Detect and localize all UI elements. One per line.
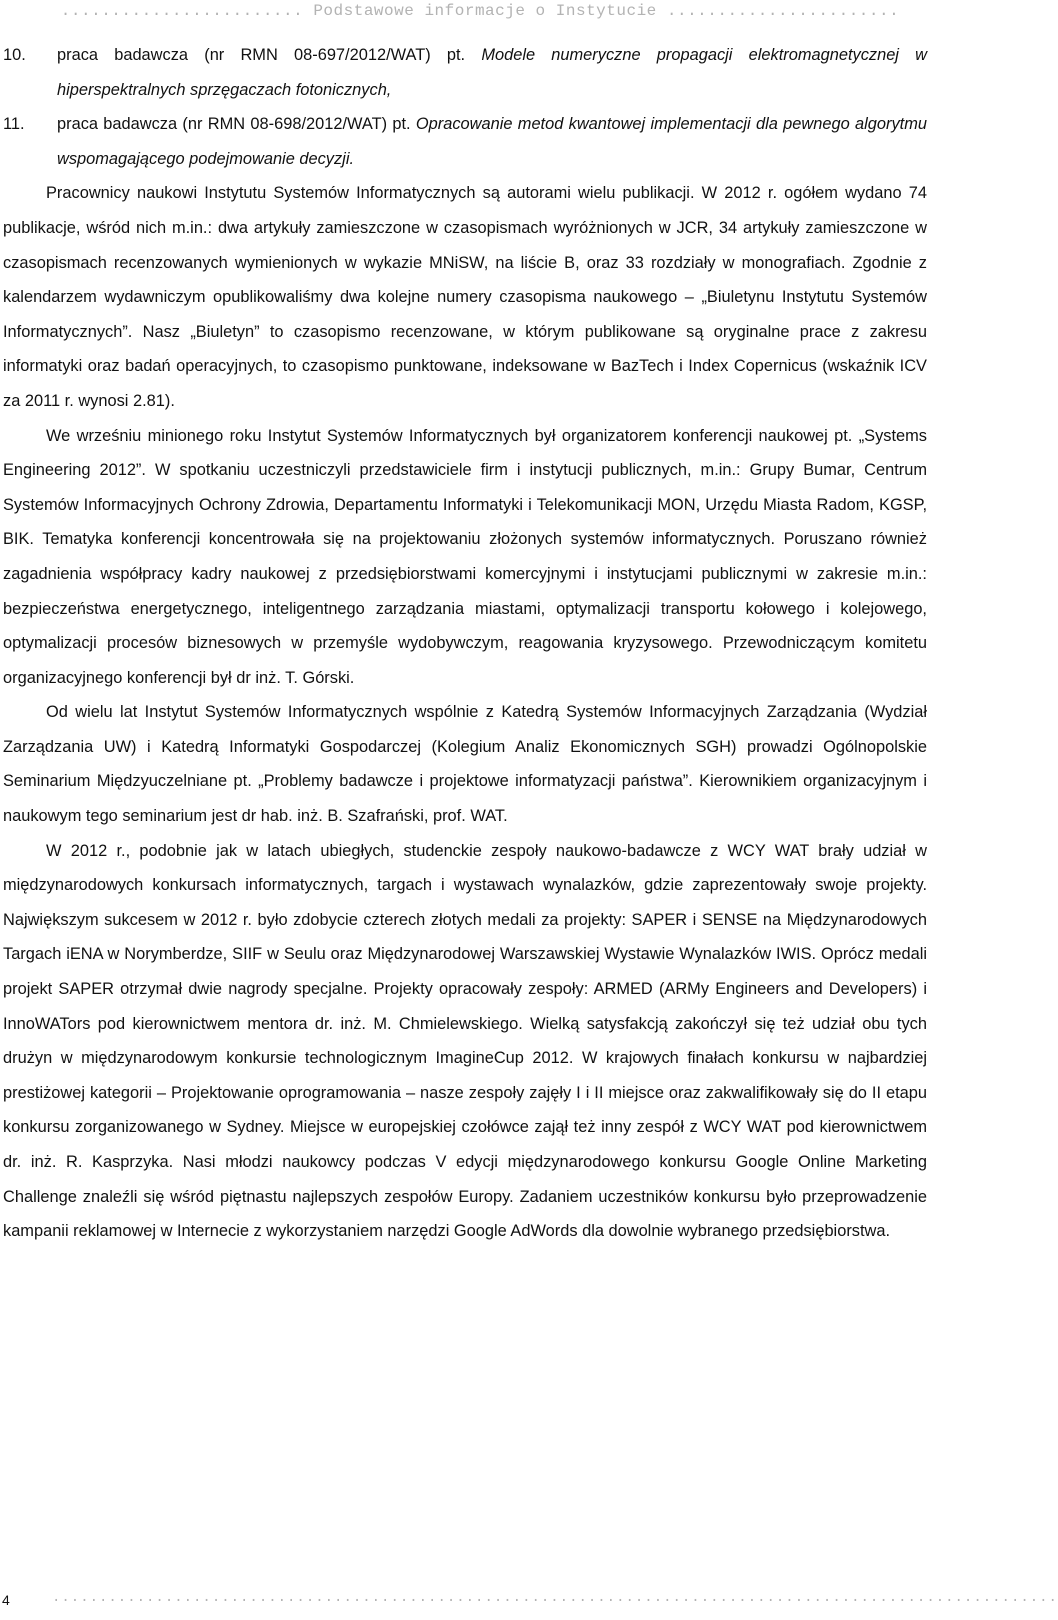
paragraph-publications: Pracownicy naukowi Instytutu Systemów Informatycznych są autorami wielu publikacji. W 2012 r. ogółem wydano 74 publikacje, wśród nich m.in.: dwa artykuły zamieszczone w czasopismach wyróżnionych w JCR, 34 artykuły zamieszczone w czasopismach recenzowanych wymienionych w wykazie MNiSW, na liście B, oraz 33 rozdziały w monografiach. Zgodnie z kalendarzem wydawniczym opublikowaliśmy dwa kolejne numery czasopisma naukowego – „Biuletynu Instytutu Systemów Informatycznych”. Nasz „Biuletyn” to czasopismo recenzowane, w którym publikowane są oryginalne prace z zakresu informatyki oraz badań operacyjnych, to czasopismo punktowane, indeksowane w BazTech i Index Copernicus (wskaźnik ICV za 2011 r. wynosi 2.81). <box>3 184 927 410</box>
page-body <box>3 38 927 1249</box>
list-item <box>3 107 927 176</box>
running-header: ........................ Podstawowe informacje o Instytucie ....................... <box>60 2 900 20</box>
page-footer <box>0 1590 1058 1614</box>
list-item-title: Modele numeryczne propagacji elektromagnetycznej w hiperspektralnych sprzęgaczach fotonicznych, <box>57 46 928 99</box>
footer-dotted-rule: ........................................................................................................... <box>52 1590 1058 1606</box>
list-item-text: praca badawcza (nr RMN 08-698/2012/WAT) pt. <box>57 115 416 134</box>
paragraph-conference: We wrześniu minionego roku Instytut Systemów Informatycznych był organizatorem konferencji naukowej pt. „Systems Engineering 2012”. W spotkaniu uczestniczyli przedstawiciele firm i instytucji publicznych, m.in.: Grupy Bumar, Centrum Systemów Informacyjnych Ochrony Zdrowia, Departamentu Informatyki i Telekomunikacji MON, Urzędu Miasta Radom, KGSP, BIK. Tematyka konferencji koncentrowała się na projektowaniu złożonych systemów informatycznych. Poruszano również zagadnienia współpracy kadry naukowej z przedsiębiorstwami komercyjnymi i instytucjami publicznymi w zakresie m.in.: bezpieczeństwa energetycznego, inteligentnego zarządzania miastami, optymalizacji transportu kołowego i kolejowego, optymalizacji procesów biznesowych w przemyśle wydobywczym, reagowania kryzysowego. Przewodniczącym komitetu organizacyjnego konferencji był dr inż. T. Górski. <box>3 426 927 687</box>
list-item-number: 11. <box>3 115 25 134</box>
list-item-title: Opracowanie metod kwantowej implementacji dla pewnego algorytmu wspomagającego podejmowanie decyzji. <box>57 115 927 168</box>
list-item-text: praca badawcza (nr RMN 08-697/2012/WAT) pt. <box>57 46 482 64</box>
paragraph-seminar: Od wielu lat Instytut Systemów Informatycznych wspólnie z Katedrą Systemów Informacyjnych Zarządzania (Wydział Zarządzania UW) i Katedrą Informatyki Gospodarczej (Kolegium Analiz Ekonomicznych SGH) prowadzi Ogólnopolskie Seminarium Międzyuczelniane pt. „Problemy badawcze i projektowe informatyzacji państwa”. Kierownikiem organizacyjnym i naukowym tego seminarium jest dr hab. inż. B. Szafrański, prof. WAT. <box>3 703 927 826</box>
list-item <box>3 38 927 107</box>
paragraph-student-teams: W 2012 r., podobnie jak w latach ubiegłych, studenckie zespoły naukowo-badawcze z WCY WAT brały udział w międzynarodowych konkursach informatycznych, targach i wystawach wynalazków, gdzie zaprezentowały swoje projekty. Największym sukcesem w 2012 r. było zdobycie czterech złotych medali za projekty: SAPER i SENSE na Międzynarodowych Targach iENA w Norymberdze, SIIF w Seulu oraz Międzynarodowej Warszawskiej Wystawie Wynalazków IWIS. Oprócz medali projekt SAPER otrzymał dwie nagrody specjalne. Projekty opracowały zespoły: ARMED (ARMy Engineers and Developers) i InnoWATors pod kierownictwem mentora dr. inż. M. Chmielewskiego. Wielką satysfakcją zakończył się też udział obu tych drużyn w międzynarodowym konkursie technologicznym ImagineCup 2012. W krajowych finałach konkursu w najbardziej prestiżowej kategorii – Projektowanie oprogramowania – nasze zespoły zajęły I i II miejsce oraz zakwalifikowały się do II etapu konkursu zorganizowanego w Sydney. Miejsce w europejskiej czołówce zajął też inny zespół z WCY WAT pod kierownictwem dr. inż. R. Kasprzyka. Nasi młodzi naukowcy podczas V edycji międzynarodowego konkursu Google Online Marketing Challenge znaleźli się wśród piętnastu najlepszych zespołów Europy. Zadaniem uczestników konkursu było przeprowadzenie kampanii reklamowej w Internecie z wykorzystaniem narzędzi Google AdWords dla dowolnie wybranego przedsiębiorstwa. <box>3 841 927 1241</box>
page-number: 4 <box>2 1592 10 1608</box>
list-item-number: 10. <box>3 46 26 64</box>
